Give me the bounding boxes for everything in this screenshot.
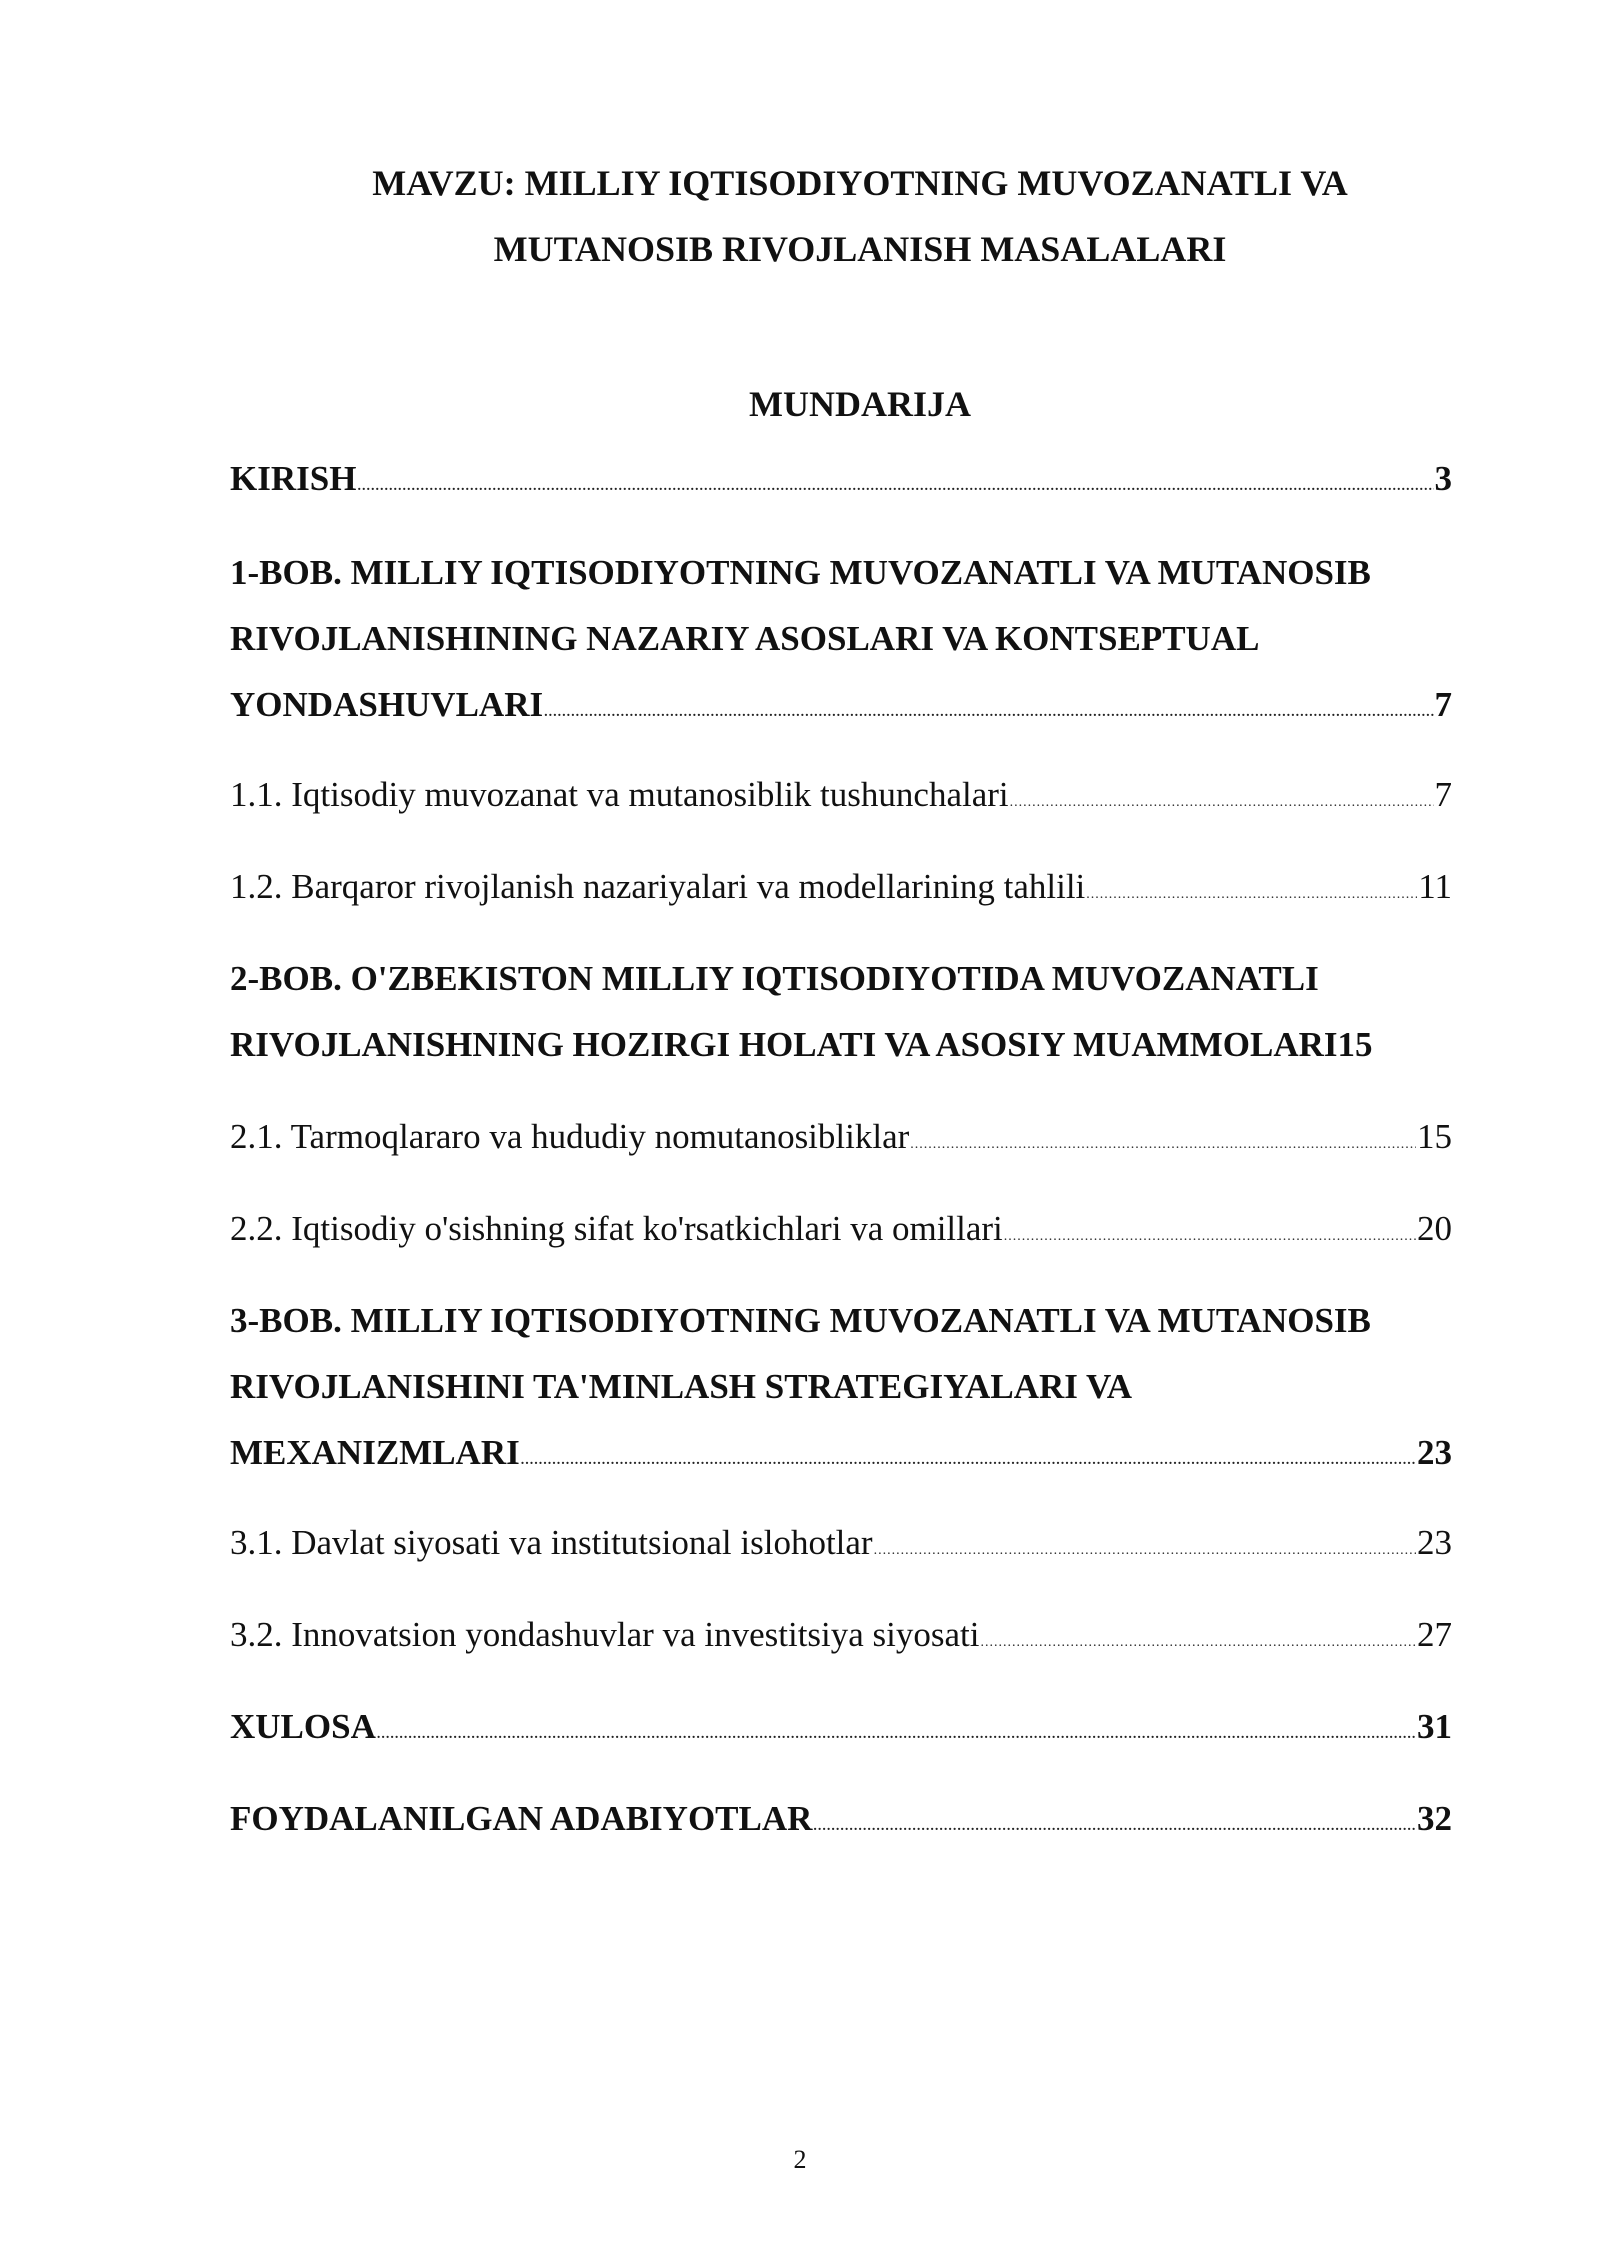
toc-entry-title: 2.2. Iqtisodiy o'sishning sifat ko'rsatkichlari va omillari	[230, 1209, 1003, 1248]
toc-entry-xulosa[interactable]	[230, 1694, 1452, 1768]
toc-entry-title-line: RIVOJLANISHINING NAZARIY ASOSLARI VA KONTSEPTUAL	[230, 619, 1260, 658]
toc-dot-leader	[1004, 1204, 1416, 1270]
toc-entry-section-1-1[interactable]	[230, 762, 1452, 836]
toc-entry-references[interactable]	[230, 1786, 1452, 1860]
toc-entry-chapter-2[interactable]	[230, 946, 1452, 1078]
toc-entry-section-2-2[interactable]	[230, 1196, 1452, 1270]
toc-entry-page: 27	[1417, 1615, 1452, 1654]
document-title-line-2: MUTANOSIB RIVOJLANISH MASALALARI	[493, 229, 1227, 269]
toc-entry-title: 3.1. Davlat siyosati va institutsional islohotlar	[230, 1523, 873, 1562]
toc-entry-title-line: RIVOJLANISHNING HOZIRGI HOLATI VA ASOSIY MUAMMOLARI	[230, 1025, 1338, 1064]
toc-dot-leader	[544, 680, 1433, 746]
toc-entry-title-line: 3-BOB. MILLIY IQTISODIYOTNING MUVOZANATLI VA MUTANOSIB	[230, 1301, 1371, 1340]
document-title-line-1: MAVZU: MILLIY IQTISODIYOTNING MUVOZANATLI VA	[372, 163, 1348, 203]
toc-dot-leader	[874, 1518, 1416, 1584]
toc-dot-leader	[1010, 770, 1434, 836]
toc-entry-section-3-2[interactable]	[230, 1602, 1452, 1676]
page-number: 2	[793, 2145, 807, 2174]
toc-entry-page: 15	[1337, 1025, 1373, 1064]
toc-entry-title: KIRISH	[230, 459, 357, 498]
toc-entry-title-line: 2-BOB. O'ZBEKISTON MILLIY IQTISODIYOTIDA MUVOZANATLI	[230, 959, 1319, 998]
toc-entry-page: 7	[1434, 685, 1452, 724]
toc-entry-title: 2.1. Tarmoqlararo va hududiy nomutanosibliklar	[230, 1117, 910, 1156]
toc-entry-title-line: MEXANIZMLARI	[230, 1433, 520, 1472]
document-title	[230, 150, 1490, 282]
toc-entry-title: 1.2. Barqaror rivojlanish nazariyalari va modellarining tahlili	[230, 867, 1086, 906]
toc-entry-page: 11	[1418, 867, 1452, 906]
toc-entry-page: 32	[1417, 1799, 1452, 1838]
toc-dot-leader	[981, 1610, 1417, 1676]
toc-dot-leader	[521, 1428, 1416, 1494]
toc-entry-section-3-1[interactable]	[230, 1510, 1452, 1584]
toc-entry-page: 3	[1434, 459, 1452, 498]
toc-dot-leader	[813, 1794, 1416, 1860]
toc-entry-title: XULOSA	[230, 1707, 376, 1746]
toc-entry-chapter-3[interactable]	[230, 1288, 1452, 1494]
toc-entry-title: 1.1. Iqtisodiy muvozanat va mutanosiblik tushunchalari	[230, 775, 1009, 814]
toc-entry-kirish[interactable]	[230, 446, 1452, 520]
toc-entry-chapter-1[interactable]	[230, 540, 1452, 746]
toc-heading: MUNDARIJA	[749, 384, 971, 424]
toc-dot-leader	[377, 1702, 1416, 1768]
toc-entry-page: 7	[1434, 775, 1452, 814]
toc-entry-page: 23	[1417, 1523, 1452, 1562]
toc-entry-title-line: 1-BOB. MILLIY IQTISODIYOTNING MUVOZANATLI VA MUTANOSIB	[230, 553, 1371, 592]
toc-entry-section-2-1[interactable]	[230, 1104, 1452, 1178]
toc-entry-page: 23	[1417, 1433, 1452, 1472]
toc-entry-title: FOYDALANILGAN ADABIYOTLAR	[230, 1799, 813, 1838]
toc-entry-title-line: RIVOJLANISHINI TA'MINLASH STRATEGIYALARI VA	[230, 1367, 1133, 1406]
toc-dot-leader	[357, 454, 1433, 520]
toc-entry-title-line: YONDASHUVLARI	[230, 685, 544, 724]
toc-entry-title: 3.2. Innovatsion yondashuvlar va investitsiya siyosati	[230, 1615, 980, 1654]
toc-entry-section-1-2[interactable]	[230, 854, 1452, 928]
toc-entry-page: 20	[1417, 1209, 1452, 1248]
toc-entry-page: 31	[1417, 1707, 1452, 1746]
toc-dot-leader	[1086, 862, 1417, 928]
toc-entry-page: 15	[1417, 1117, 1452, 1156]
toc-dot-leader	[910, 1112, 1416, 1178]
